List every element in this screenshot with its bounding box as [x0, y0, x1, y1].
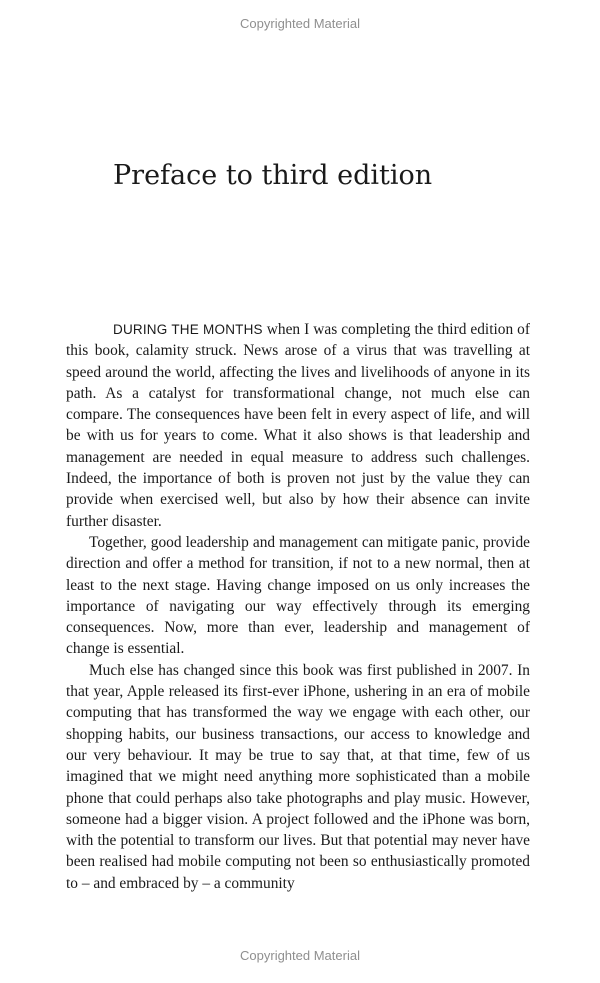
preface-body	[66, 319, 530, 894]
paragraph-3: Much else has changed since this book was first published in 2007. In that year, Apple released its first-ever iPhone, ushering in an era of mobile computing that has transformed the way we engage with each other, our shopping habits, our business transactions, our access to knowledge and our very behaviour. It may be true to say that, at that time, few of us imagined that we might need anything more sophisticated than a mobile phone that could perhaps also take photographs and play music. However, someone had a bigger vision. A project followed and the iPhone was born, with the potential to transform our lives. But that potential may never have been realised had mobile computing not been so enthusiastically promoted to – and embraced by – a community	[66, 661, 530, 892]
paragraph-1-lead-in: DURING THE MONTHS	[113, 322, 263, 337]
chapter-title: Preface to third edition	[113, 160, 433, 191]
copyright-watermark-top: Copyrighted Material	[240, 16, 360, 31]
paragraph-2: Together, good leadership and management can mitigate panic, provide direction and offer a method for transition, if not to a new normal, then at least to the next stage. Having change imposed on us only increases the importance of navigating our way effectively through its emerging consequences. Now, more than ever, leadership and management of change is essential.	[66, 533, 530, 658]
paragraph-1-text: when I was completing the third edition of this book, calamity struck. News arose of a virus that was travelling at speed around the world, affecting the lives and livelihoods of anyone in its path. As a catalyst for transformational change, not much else can compare. The consequences have been felt in every aspect of life, and will be with us for years to come. What it also shows is that leadership and management are needed in equal measure to address such challenges. Indeed, the importance of both is proven not just by the value they can provide when exercised well, but also by how their absence can invite further disaster.	[66, 321, 530, 530]
copyright-watermark-bottom: Copyrighted Material	[240, 948, 360, 963]
paragraph-1	[66, 319, 530, 532]
